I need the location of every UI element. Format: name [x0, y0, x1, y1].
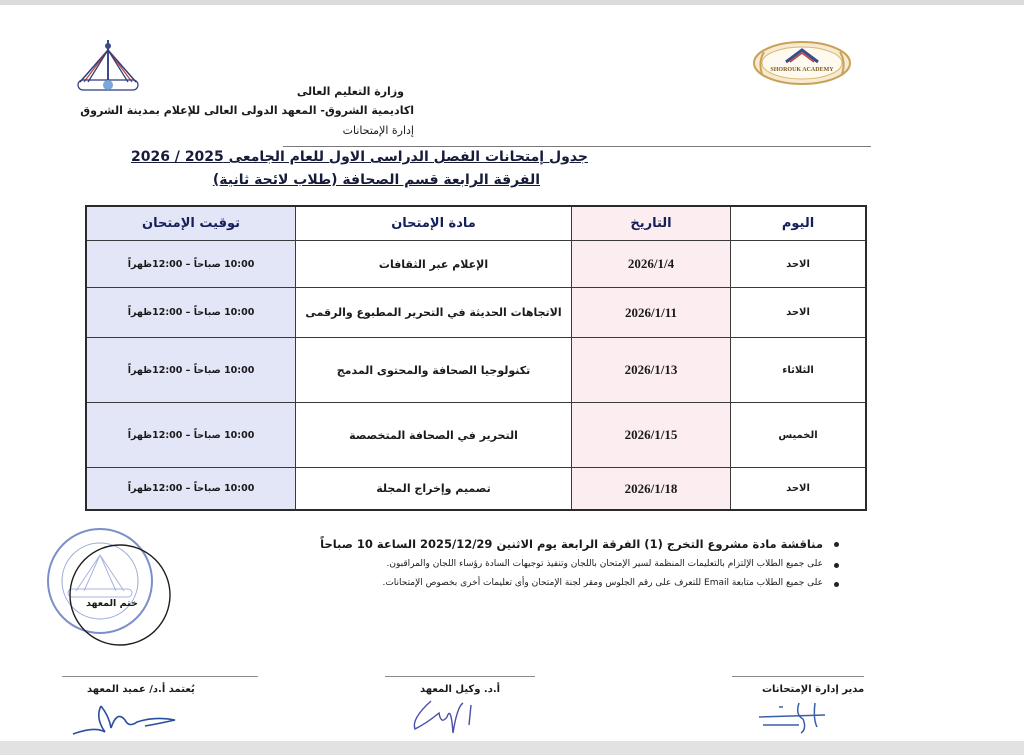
schedule-subtitle: الفرقة الرابعة قسم الصحافة (طلاب لائحة ثانية): [212, 172, 540, 188]
institute-logo: [72, 36, 144, 96]
date-cell: 2026/1/11: [571, 288, 730, 337]
exam-schedule-table: [85, 205, 867, 511]
subject-cell: التحرير في الصحافة المتخصصة: [295, 403, 571, 467]
academy-name: اكاديمية الشروق- المعهد الدولى العالى للإعلام بمدينة الشروق: [80, 104, 414, 117]
signature-line: [732, 676, 864, 677]
logo-wordmark: SHOROUK ACADEMY: [770, 67, 834, 73]
table-row: [87, 403, 865, 468]
column-header-subject: مادة الإمتحان: [295, 207, 571, 240]
scan-bottom-edge: [0, 741, 1024, 755]
signature-line: [62, 676, 258, 677]
scan-top-edge: [0, 0, 1024, 5]
time-cell: 10:00 صباحاً – 12:00ظهراً: [87, 338, 295, 402]
subject-cell: الإعلام عبر الثقافات: [295, 241, 571, 287]
stamp-label: ختم المعهد: [86, 598, 138, 609]
time-cell: 10:00 صباحاً – 12:00ظهراً: [87, 241, 295, 287]
date-cell: 2026/1/15: [571, 403, 730, 467]
date-cell: 2026/1/18: [571, 468, 730, 509]
subject-cell: تصميم وإخراج المجلة: [295, 468, 571, 509]
table-row: [87, 288, 865, 338]
date-cell: 2026/1/13: [571, 338, 730, 402]
day-cell: الخميس: [730, 403, 865, 467]
subject-cell: الاتجاهات الحديثة في التحرير المطبوع والرقمى: [295, 288, 571, 337]
time-cell: 10:00 صباحاً – 12:00ظهراً: [87, 468, 295, 509]
shorouk-academy-logo: [752, 40, 852, 86]
table-row: [87, 338, 865, 403]
vice-dean-signature-title: أ.د. وكيل المعهد: [420, 684, 501, 695]
note-item: مناقشة مادة مشروع التخرج (1) الفرقة الرابعة يوم الاثنين 2025/12/29 الساعة 10 صباحاً: [320, 533, 841, 555]
day-cell: الثلاثاء: [730, 338, 865, 402]
dean-signature-title: يُعتمد أ.د/ عميد المعهد: [87, 684, 195, 695]
exams-director-signature-title: مدير إدارة الإمتحانات: [762, 684, 865, 695]
day-cell: الاحد: [730, 288, 865, 337]
time-cell: 10:00 صباحاً – 12:00ظهراً: [87, 288, 295, 337]
ministry-name: وزارة التعليم العالى: [296, 85, 404, 98]
time-cell: 10:00 صباحاً – 12:00ظهراً: [87, 403, 295, 467]
signature-line: [385, 676, 535, 677]
note-item: على جميع الطلاب الإلتزام بالتعليمات المنظمة لسير الإمتحان باللجان وتنفيذ توجيهات السادة رؤساء اللجان والمراقبون.: [320, 555, 841, 574]
header-divider: [283, 146, 871, 147]
column-header-date: التاريخ: [571, 207, 730, 240]
subject-cell: تكنولوجيا الصحافة والمحتوى المدمج: [295, 338, 571, 402]
table-header-row: [87, 207, 865, 241]
vice-dean-signature: [405, 695, 485, 737]
date-cell: 2026/1/4: [571, 241, 730, 287]
institute-stamp: [40, 525, 190, 665]
day-cell: الاحد: [730, 241, 865, 287]
note-item: على جميع الطلاب متابعة Email للتعرف على رقم الجلوس ومقر لجنة الإمتحان وأى تعليمات أخرى بخصوص الإمتحانات.: [320, 574, 841, 593]
column-header-day: اليوم: [730, 207, 865, 240]
exams-director-signature: [755, 697, 830, 735]
table-row: [87, 241, 865, 288]
exam-notes: [320, 533, 841, 593]
dean-signature: [65, 698, 180, 740]
column-header-time: توقيت الإمتحان: [87, 207, 295, 240]
department-name: إدارة الإمتحانات: [342, 124, 414, 137]
schedule-title: جدول إمتحانات الفصل الدراسى الاول للعام الجامعى 2025 / 2026: [130, 149, 588, 165]
table-row: [87, 468, 865, 509]
day-cell: الاحد: [730, 468, 865, 509]
